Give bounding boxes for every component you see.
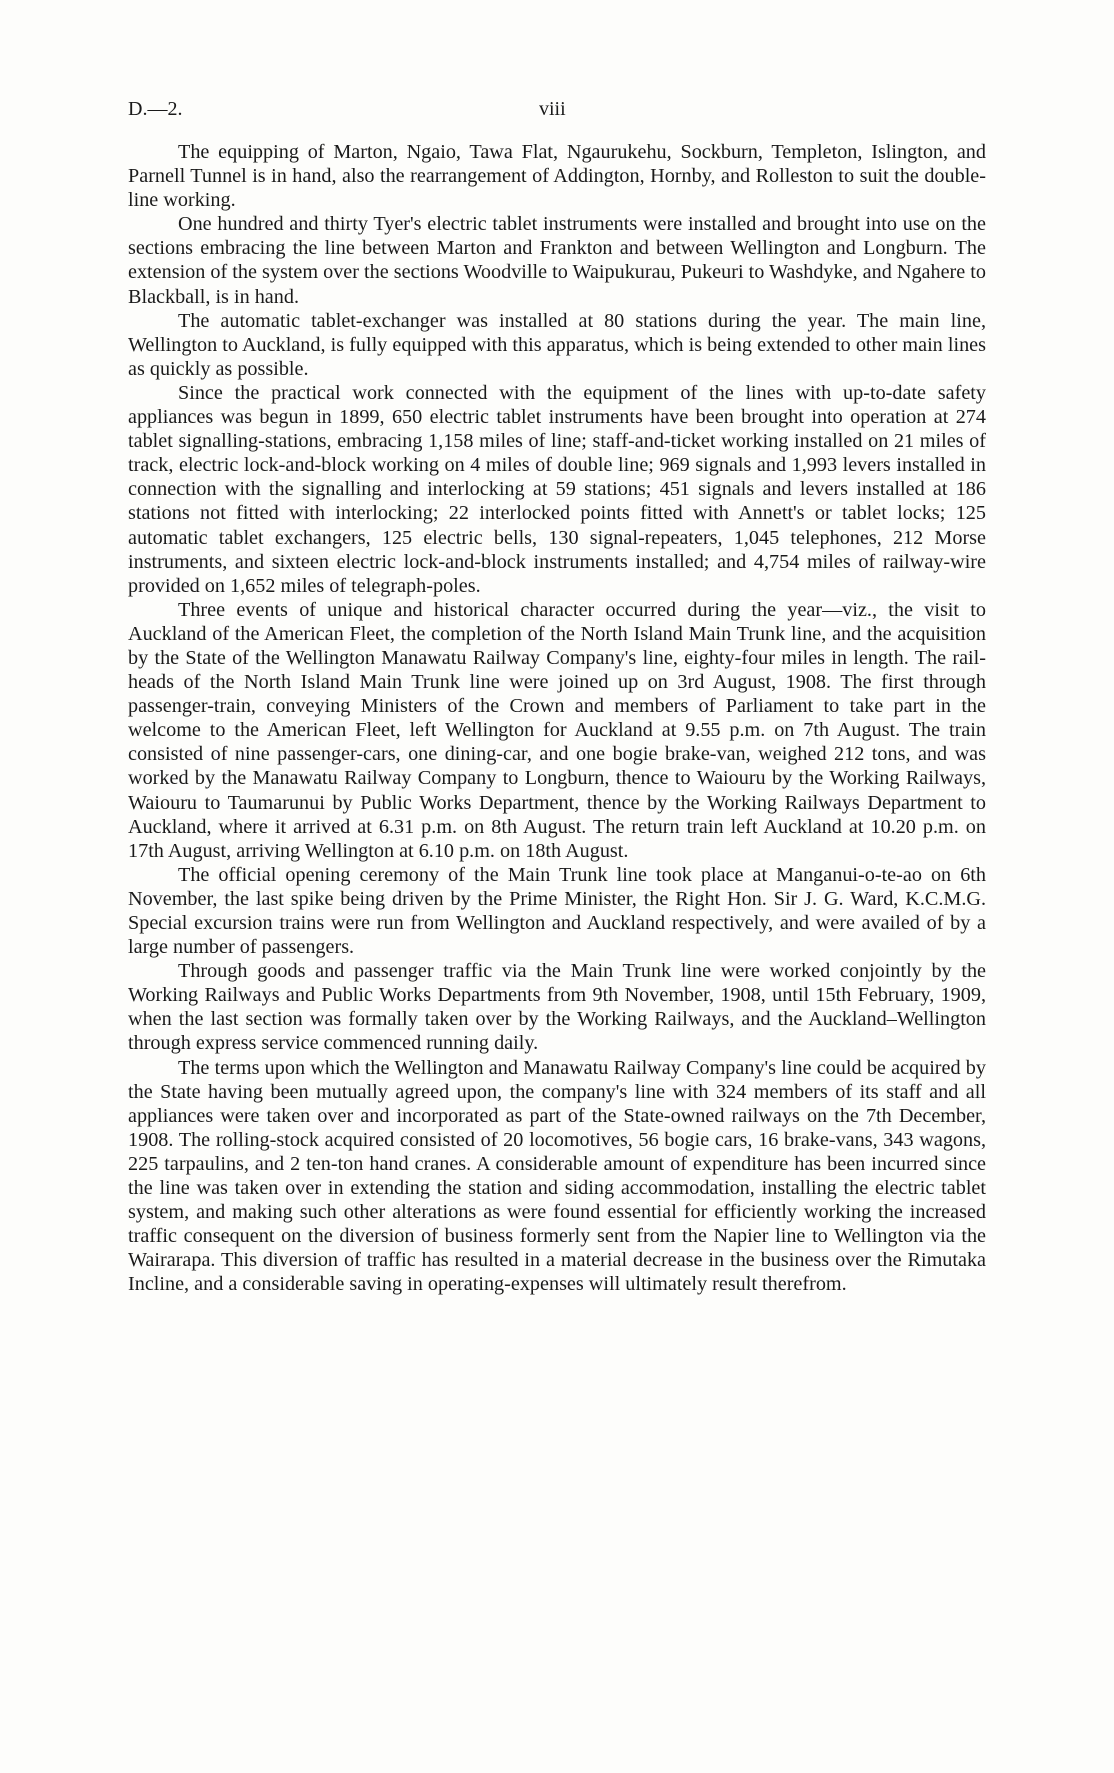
paragraph-historical-events: Three events of unique and historical character occurred during the year—viz., the visit to Auckland of the American Fleet, the completion of the North Island Main Trunk line, and the acquisition by the State of the Wellington Manawatu Railway Company's line, eighty-four miles in length. The rail-heads of the North Island Main Trunk line were joined up on 3rd August, 1908. The first through passenger-train, conveying Ministers of the Crown and members of Parliament to take part in the welcome to the American Fleet, left Wellington for Auckland at 9.55 p.m. on 7th August. The train consisted of nine passenger-cars, one dining-car, and one bogie brake-van, weighed 212 tons, and was worked by the Manawatu Railway Company to Longburn, thence to Waiouru by the Working Railways, Waiouru to Taumarunui by Public Works Department, thence by the Working Railways Department to Auckland, where it arrived at 6.31 p.m. on 8th August. The return train left Auckland at 10.20 p.m. on 17th August, arriving Wellington at 6.10 p.m. on 18th August. bbox=[128, 598, 986, 862]
paragraph-equipping: The equipping of Marton, Ngaio, Tawa Flat, Ngaurukehu, Sockburn, Templeton, Islington, and Parnell Tunnel is in hand, also the rearrangement of Addington, Hornby, and Rolleston to suit the double-line working. bbox=[128, 141, 986, 212]
paragraph-opening-ceremony: The official opening ceremony of the Main Trunk line took place at Manganui-o-te-ao on 6th November, the last spike being driven by the Prime Minister, the Right Hon. Sir J. G. Ward, K.C.M.G. Special excursion trains were run from Wellington and Auckland respectively, and were availed of by a large number of passengers. bbox=[128, 863, 986, 959]
paragraph-through-traffic: Through goods and passenger traffic via the Main Trunk line were worked conjointly by the Working Railways and Public Works Departments from 9th November, 1908, until 15th February, 1909, when the last section was formally taken over by the Working Railways, and the Auckland–Wellington through express service commenced running daily. bbox=[128, 960, 986, 1055]
paragraph-tablet-exchanger: The automatic tablet-exchanger was installed at 80 stations during the year. The main line, Wellington to Auckland, is fully equipped with this apparatus, which is being extended to other main lines as quickly as possible. bbox=[128, 309, 986, 380]
paragraph-safety-appliances: Since the practical work connected with the equipment of the lines with up-to-date safety appliances was begun in 1899, 650 electric tablet instruments have been brought into operation at 274 tablet signalling-stations, embracing 1,158 miles of line; staff-and-ticket working installed on 21 miles of track, electric lock-and-block working on 4 miles of double line; 969 signals and 1,993 levers installed in connection with the signalling and interlocking at 59 stations; 451 signals and levers installed at 186 stations not fitted with interlocking; 22 interlocked points fitted with Annett's or tablet locks; 125 automatic tablet exchangers, 125 electric bells, 130 signal-repeaters, 1,045 telephones, 212 Morse instruments, and sixteen electric lock-and-block instruments installed; and 4,754 miles of railway-wire provided on 1,652 miles of telegraph-poles. bbox=[128, 381, 986, 597]
body-text bbox=[128, 140, 986, 1297]
paragraph-manawatu-acquisition: The terms upon which the Wellington and Manawatu Railway Company's line could be acquired by the State having been mutually agreed upon, the company's line with 324 members of its staff and all appliances were taken over and incorporated as part of the State-owned railways on the 7th December, 1908. The rolling-stock acquired consisted of 20 locomotives, 56 bogie cars, 16 brake-vans, 343 wagons, 225 tarpaulins, and 2 ten-ton hand cranes. A considerable amount of expenditure has been incurred since the line was taken over in extending the station and siding accommodation, installing the electric tablet system, and making such other alterations as were found essential for efficiently working the increased traffic consequent on the diversion of business formerly sent from the Napier line to Wellington via the Wairarapa. This diversion of traffic has resulted in a material decrease in the business over the Rimutaka Incline, and a considerable saving in operating-expenses will ultimately result therefrom. bbox=[128, 1056, 986, 1296]
document-reference: D.—2. bbox=[128, 98, 183, 120]
page-number: viii bbox=[539, 98, 566, 120]
page-header bbox=[128, 98, 986, 126]
paragraph-tablet-instruments: One hundred and thirty Tyer's electric tablet instruments were installed and brought into use on the sections embracing the line between Marton and Frankton and between Wellington and Longburn. The extension of the system over the sections Woodville to Waipukurau, Pukeuri to Washdyke, and Ngahere to Blackball, is in hand. bbox=[128, 213, 986, 308]
